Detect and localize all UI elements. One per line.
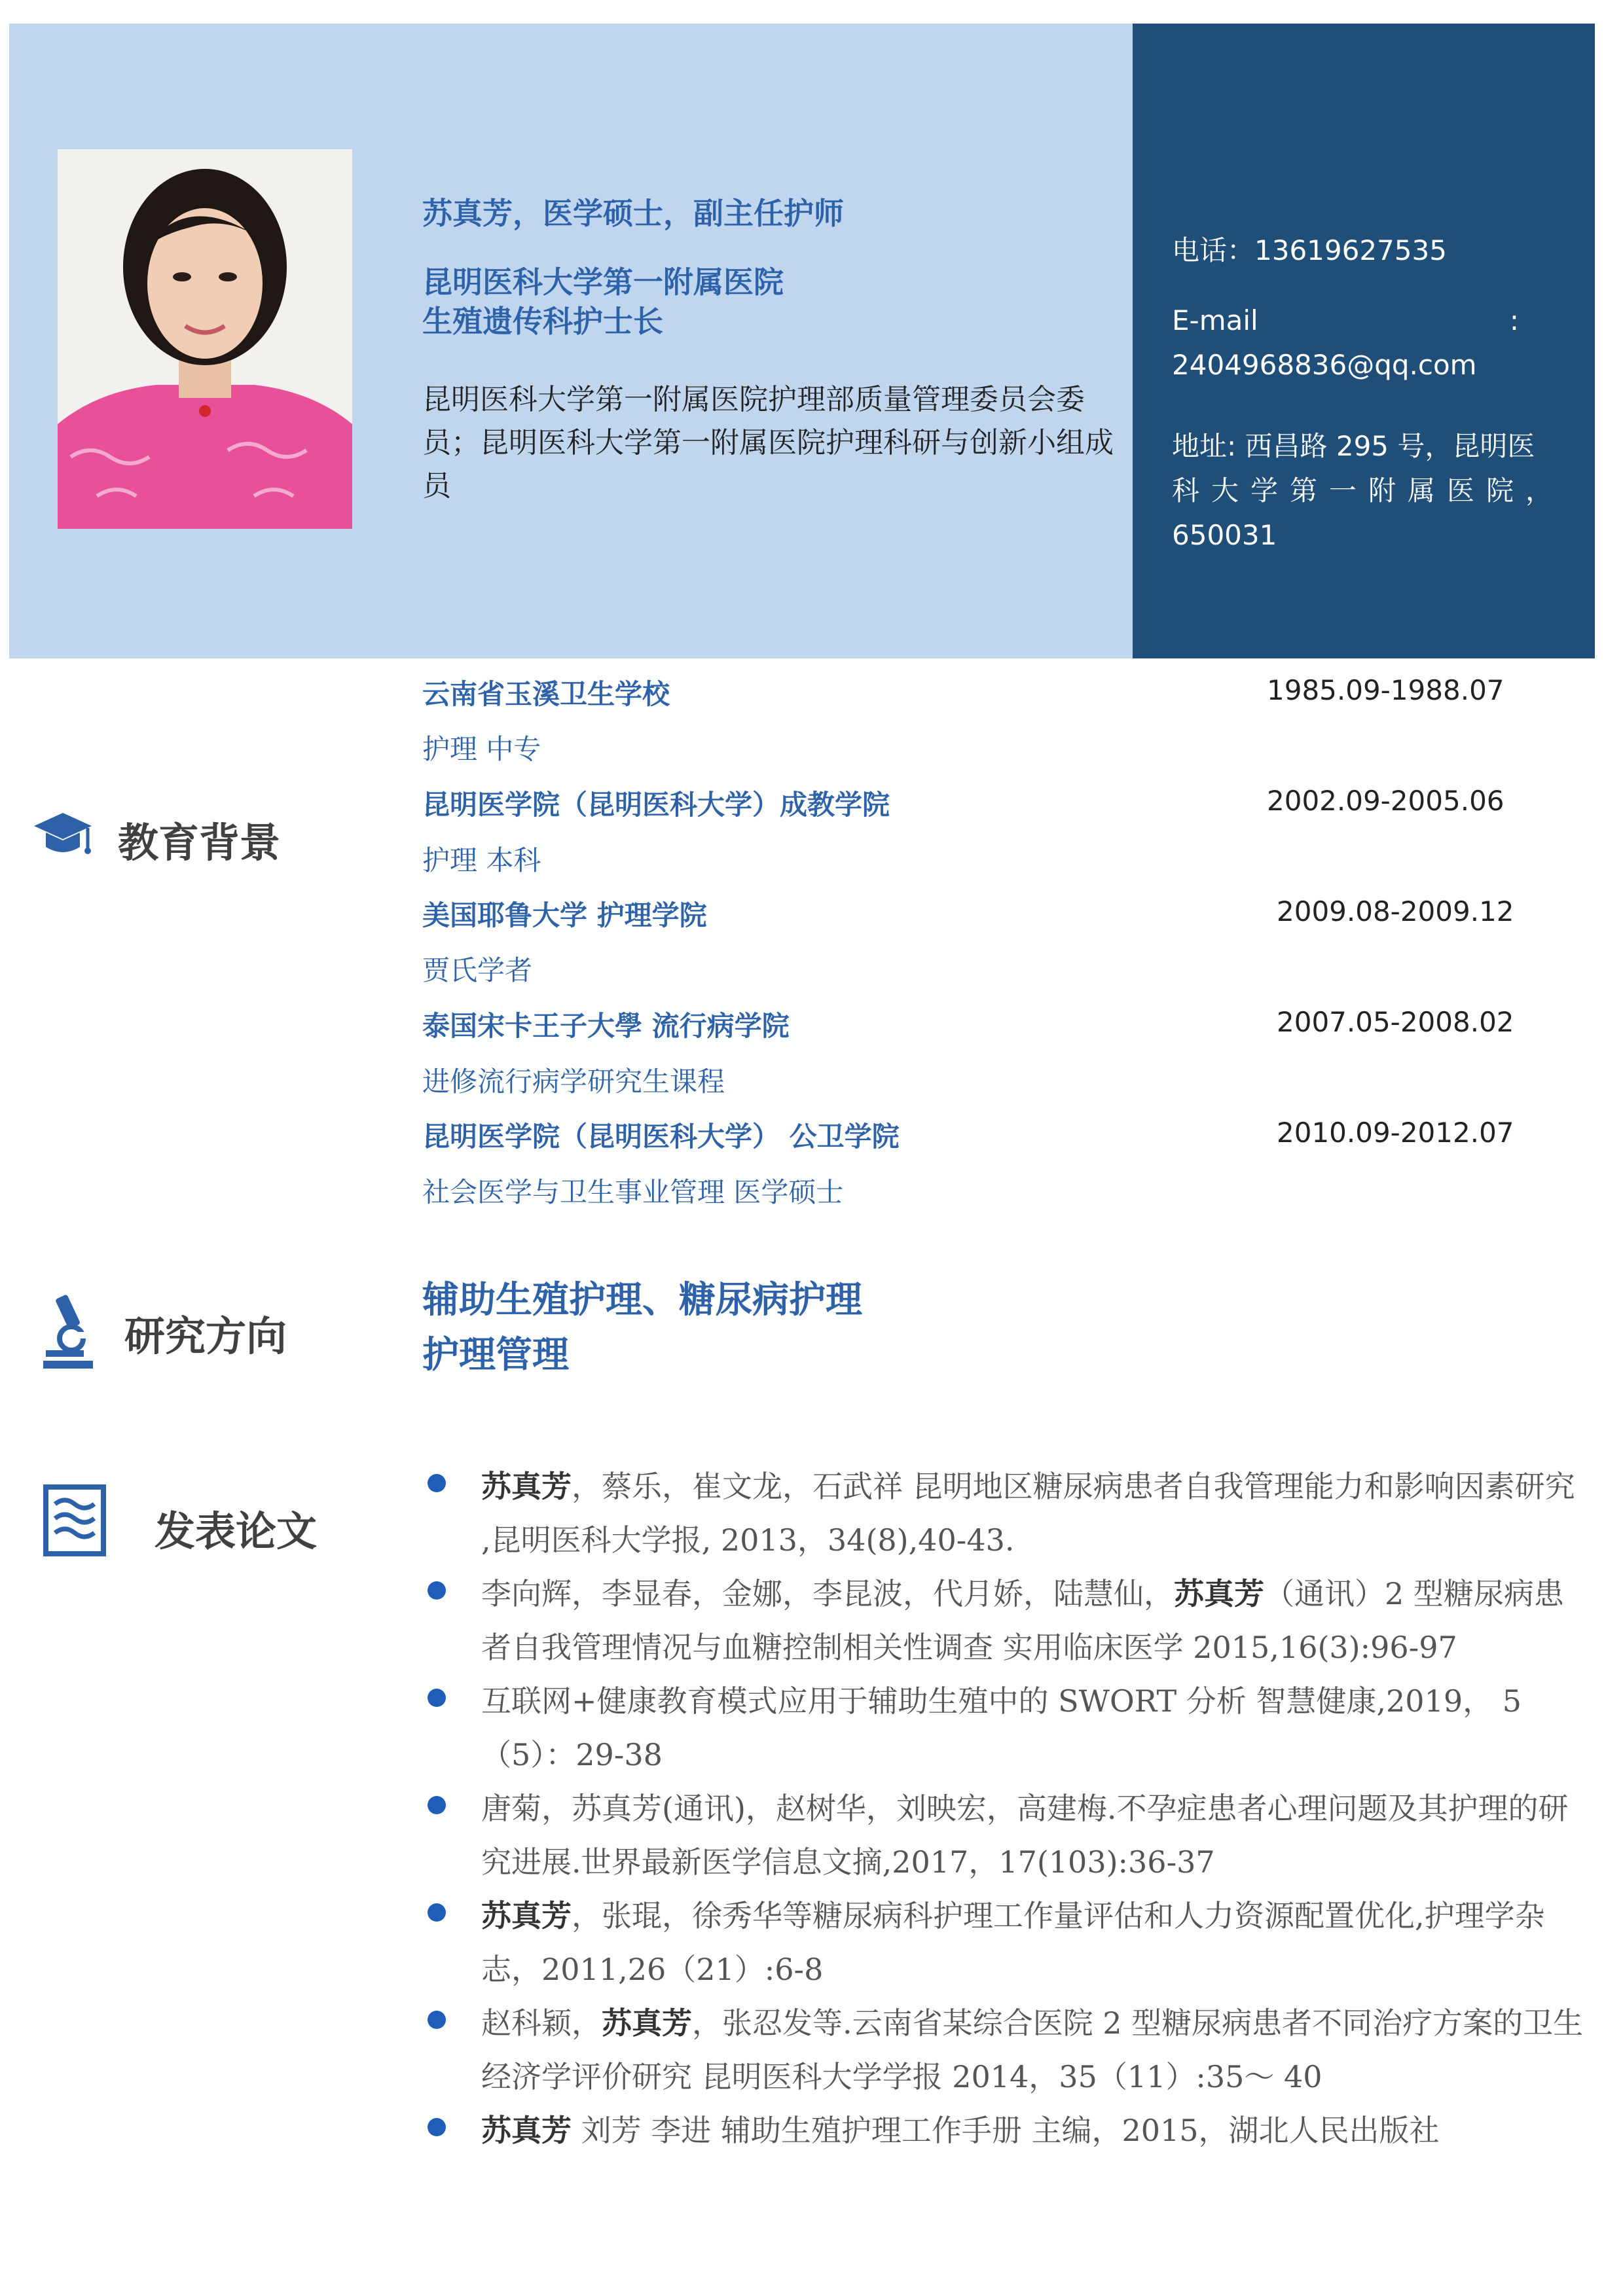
publication-author-bold: 苏真芳 — [481, 1898, 572, 1933]
publication-text — [481, 2104, 1588, 2157]
education-school: 美国耶鲁大学 护理学院 — [422, 899, 707, 931]
bullet-icon — [428, 1689, 446, 1707]
publication-item — [422, 1996, 1588, 2104]
education-dates: 1985.09-1988.07 — [1267, 674, 1504, 706]
department-title: 生殖遗传科护士长 — [422, 304, 663, 339]
microscope-icon — [42, 1293, 94, 1374]
education-dates: 2010.09-2012.07 — [1277, 1117, 1514, 1149]
contact-address — [1172, 424, 1565, 558]
publication-rest: （通讯）2 型糖尿病患者自我管理情况与血糖控制相关性调查 实用临床医学 2015,16(3):96-97 — [481, 1576, 1564, 1665]
bullet-icon — [428, 1474, 446, 1492]
publication-author-bold: 苏真芳 — [602, 2005, 692, 2041]
publication-pre: 李向辉，李显春，金娜，李昆波，代月娇，陆慧仙， — [481, 1576, 1174, 1611]
publication-author-bold: 苏真芳 — [1174, 1576, 1264, 1611]
research-direction-line: 护理管理 — [422, 1334, 569, 1376]
publication-author-bold: 苏真芳 — [481, 2113, 572, 2148]
section-title-publications: 发表论文 — [155, 1507, 318, 1555]
education-row — [422, 1115, 1514, 1155]
bullet-icon — [428, 1903, 446, 1922]
section-title-research: 研究方向 — [124, 1312, 287, 1360]
publication-text — [481, 1996, 1588, 2104]
profile-photo — [58, 149, 352, 529]
address-line-3: 650031 — [1172, 519, 1277, 551]
bullet-icon — [428, 1581, 446, 1600]
publication-pre: 赵科颖， — [481, 2005, 602, 2041]
graduation-cap-icon — [33, 810, 93, 863]
education-degree: 贾氏学者 — [422, 954, 533, 986]
bullet-icon — [428, 1796, 446, 1814]
education-school: 昆明医学院（昆明医科大学）成教学院 — [422, 789, 890, 821]
publication-text: 互联网+健康教育模式应用于辅助生殖中的 SWORT 分析 智慧健康,2019， 5（5）：29-38 — [481, 1683, 1522, 1772]
publication-rest: ，张琨，徐秀华等糖尿病科护理工作量评估和人力资源配置优化,护理学杂志，2011,26（21）:6-8 — [481, 1898, 1545, 1987]
address-line-1: 地址: 西昌路 295 号，昆明医 — [1172, 430, 1535, 462]
address-line-2: 科大学第一附属医院， — [1172, 475, 1565, 507]
education-dates: 2007.05-2008.02 — [1277, 1006, 1514, 1038]
education-row — [422, 894, 1514, 933]
document-icon — [43, 1484, 106, 1559]
bullet-icon — [428, 2118, 446, 2136]
publication-author-bold: 苏真芳 — [481, 1469, 572, 1504]
education-degree: 社会医学与卫生事业管理 医学硕士 — [422, 1176, 844, 1208]
publication-rest: 刘芳 李进 辅助生殖护理工作手册 主编，2015，湖北人民出版社 — [572, 2113, 1440, 2148]
publication-list — [422, 1460, 1588, 2157]
email-label-colon: : — [1509, 304, 1519, 336]
publication-text — [481, 1889, 1588, 1996]
publication-item — [422, 2104, 1588, 2157]
publication-item — [422, 1460, 1588, 1567]
email-label-text: E-mail — [1172, 304, 1258, 336]
contact-email[interactable]: 2404968836@qq.com — [1172, 349, 1477, 381]
contact-panel — [1133, 24, 1595, 658]
contact-email-label — [1172, 304, 1519, 336]
publication-item — [422, 1889, 1588, 1996]
publication-rest: ，张忍发等.云南省某综合医院 2 型糖尿病患者不同治疗方案的卫生经济学评价研究 昆明医科大学学报 2014，35（11）:35～ 40 — [481, 2005, 1584, 2094]
education-dates: 2009.08-2009.12 — [1277, 895, 1514, 927]
education-degree: 护理 本科 — [422, 844, 541, 876]
education-school: 云南省玉溪卫生学校 — [422, 678, 670, 710]
education-school: 昆明医学院（昆明医科大学） 公卫学院 — [422, 1121, 900, 1153]
publication-text — [481, 1460, 1588, 1567]
education-school: 泰国宋卡王子大學 流行病学院 — [422, 1010, 790, 1042]
education-row — [422, 783, 1509, 823]
education-degree: 护理 中专 — [422, 733, 541, 765]
committee-roles: 昆明医科大学第一附属医院护理部质量管理委员会委员；昆明医科大学第一附属医院护理科研与创新小组成员 — [422, 383, 1114, 503]
education-dates: 2002.09-2005.06 — [1267, 785, 1504, 817]
contact-phone: 电话：13619627535 — [1172, 234, 1447, 266]
publication-rest: ，蔡乐，崔文龙，石武祥 昆明地区糖尿病患者自我管理能力和影响因素研究 ,昆明医科大学报, 2013，34(8),40-43. — [481, 1469, 1575, 1558]
publication-text: 唐菊，苏真芳(通讯)，赵树华，刘映宏，高建梅.不孕症患者心理问题及其护理的研究进展.世界最新医学信息文摘,2017，17(103):36-37 — [481, 1791, 1569, 1880]
publication-item — [422, 1567, 1588, 1674]
research-direction-line: 辅助生殖护理、糖尿病护理 — [422, 1279, 862, 1321]
section-title-education: 教育背景 — [118, 819, 281, 867]
education-row — [422, 673, 1509, 712]
publication-item — [422, 1674, 1588, 1782]
education-row — [422, 1005, 1514, 1044]
publication-item — [422, 1782, 1588, 1889]
publication-text — [481, 1567, 1588, 1674]
hospital-name: 昆明医科大学第一附属医院 — [422, 264, 784, 300]
name-title: 苏真芳，医学硕士，副主任护师 — [422, 196, 844, 231]
bullet-icon — [428, 2011, 446, 2029]
education-degree: 进修流行病学研究生课程 — [422, 1066, 725, 1098]
